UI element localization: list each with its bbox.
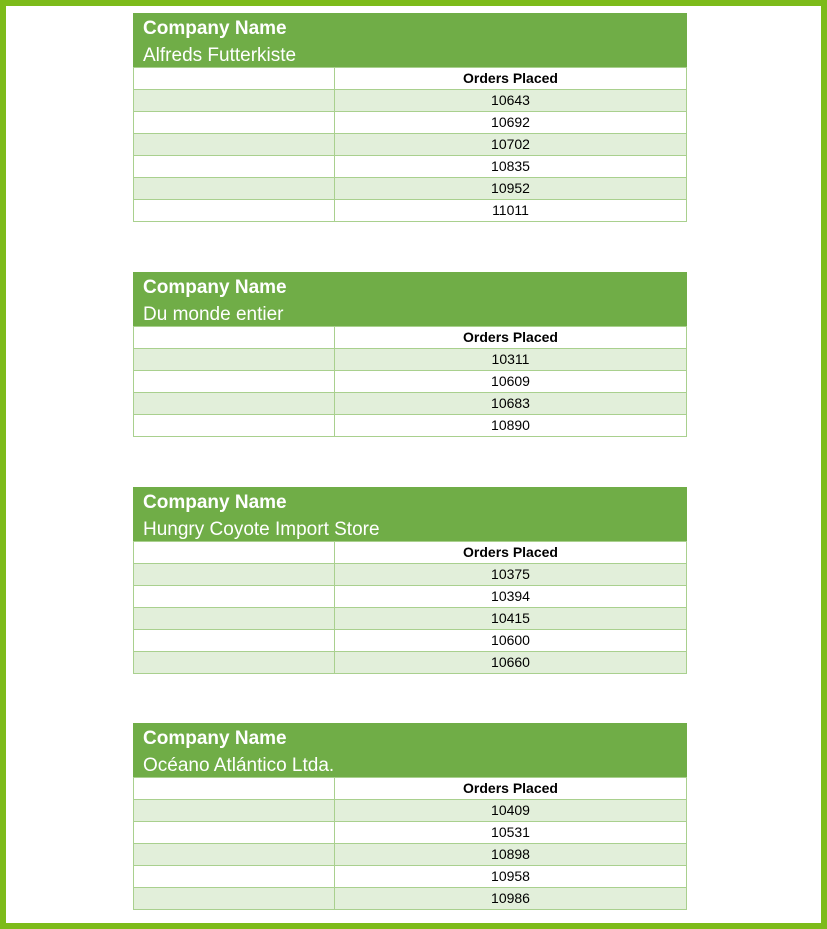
table-row bbox=[134, 800, 687, 822]
empty-cell bbox=[134, 393, 335, 415]
company-table-3 bbox=[133, 487, 687, 674]
order-id-cell: 10375 bbox=[335, 564, 687, 586]
order-id-cell: 10643 bbox=[335, 90, 687, 112]
order-id-cell: 10835 bbox=[335, 156, 687, 178]
empty-cell bbox=[134, 866, 335, 888]
table-row bbox=[134, 564, 687, 586]
empty-cell bbox=[134, 822, 335, 844]
empty-cell bbox=[134, 652, 335, 674]
company-name-value: Du monde entier bbox=[143, 304, 284, 325]
empty-cell bbox=[134, 90, 335, 112]
table-row bbox=[134, 156, 687, 178]
order-id-cell: 10898 bbox=[335, 844, 687, 866]
table-row bbox=[134, 866, 687, 888]
orders-table bbox=[133, 777, 687, 910]
empty-cell bbox=[134, 68, 335, 90]
order-id-cell: 10660 bbox=[335, 652, 687, 674]
orders-placed-header: Orders Placed bbox=[335, 778, 687, 800]
empty-cell bbox=[134, 800, 335, 822]
company-name-value: Alfreds Futterkiste bbox=[143, 45, 297, 66]
empty-cell bbox=[134, 156, 335, 178]
empty-cell bbox=[134, 844, 335, 866]
company-name-label: Company Name bbox=[143, 18, 287, 39]
table-row bbox=[134, 200, 687, 222]
table-header-row bbox=[134, 68, 687, 90]
empty-cell bbox=[134, 888, 335, 910]
table-row bbox=[134, 652, 687, 674]
table-row bbox=[134, 888, 687, 910]
table-row bbox=[134, 349, 687, 371]
order-id-cell: 10409 bbox=[335, 800, 687, 822]
table-header-row bbox=[134, 778, 687, 800]
orders-table bbox=[133, 326, 687, 437]
table-row bbox=[134, 393, 687, 415]
empty-cell bbox=[134, 134, 335, 156]
company-name-label: Company Name bbox=[143, 277, 287, 298]
empty-cell bbox=[134, 112, 335, 134]
empty-cell bbox=[134, 608, 335, 630]
table-row bbox=[134, 586, 687, 608]
company-header bbox=[133, 272, 687, 326]
empty-cell bbox=[134, 564, 335, 586]
order-id-cell: 10692 bbox=[335, 112, 687, 134]
table-row bbox=[134, 630, 687, 652]
orders-placed-header: Orders Placed bbox=[335, 68, 687, 90]
empty-cell bbox=[134, 586, 335, 608]
table-row bbox=[134, 608, 687, 630]
empty-cell bbox=[134, 778, 335, 800]
orders-table bbox=[133, 67, 687, 222]
order-id-cell: 10311 bbox=[335, 349, 687, 371]
order-id-cell: 10958 bbox=[335, 866, 687, 888]
table-header-row bbox=[134, 542, 687, 564]
order-id-cell: 10394 bbox=[335, 586, 687, 608]
company-table-1 bbox=[133, 13, 687, 222]
order-id-cell: 10415 bbox=[335, 608, 687, 630]
table-row bbox=[134, 415, 687, 437]
order-id-cell: 10986 bbox=[335, 888, 687, 910]
empty-cell bbox=[134, 630, 335, 652]
empty-cell bbox=[134, 542, 335, 564]
order-id-cell: 10683 bbox=[335, 393, 687, 415]
empty-cell bbox=[134, 200, 335, 222]
table-row bbox=[134, 178, 687, 200]
empty-cell bbox=[134, 327, 335, 349]
company-name-label: Company Name bbox=[143, 728, 287, 749]
order-id-cell: 10702 bbox=[335, 134, 687, 156]
orders-placed-header: Orders Placed bbox=[335, 327, 687, 349]
order-id-cell: 10890 bbox=[335, 415, 687, 437]
order-id-cell: 10952 bbox=[335, 178, 687, 200]
orders-table bbox=[133, 541, 687, 674]
table-row bbox=[134, 371, 687, 393]
company-header bbox=[133, 487, 687, 541]
order-id-cell: 10600 bbox=[335, 630, 687, 652]
company-header bbox=[133, 13, 687, 67]
order-id-cell: 10531 bbox=[335, 822, 687, 844]
table-row bbox=[134, 134, 687, 156]
empty-cell bbox=[134, 371, 335, 393]
empty-cell bbox=[134, 415, 335, 437]
table-row bbox=[134, 90, 687, 112]
table-row bbox=[134, 822, 687, 844]
table-header-row bbox=[134, 327, 687, 349]
table-row bbox=[134, 112, 687, 134]
company-header bbox=[133, 723, 687, 777]
company-table-4 bbox=[133, 723, 687, 910]
table-row bbox=[134, 844, 687, 866]
empty-cell bbox=[134, 349, 335, 371]
company-table-2 bbox=[133, 272, 687, 437]
order-id-cell: 11011 bbox=[335, 200, 687, 222]
company-name-value: Hungry Coyote Import Store bbox=[143, 519, 380, 540]
company-name-label: Company Name bbox=[143, 492, 287, 513]
order-id-cell: 10609 bbox=[335, 371, 687, 393]
empty-cell bbox=[134, 178, 335, 200]
orders-placed-header: Orders Placed bbox=[335, 542, 687, 564]
company-name-value: Océano Atlántico Ltda. bbox=[143, 755, 335, 776]
